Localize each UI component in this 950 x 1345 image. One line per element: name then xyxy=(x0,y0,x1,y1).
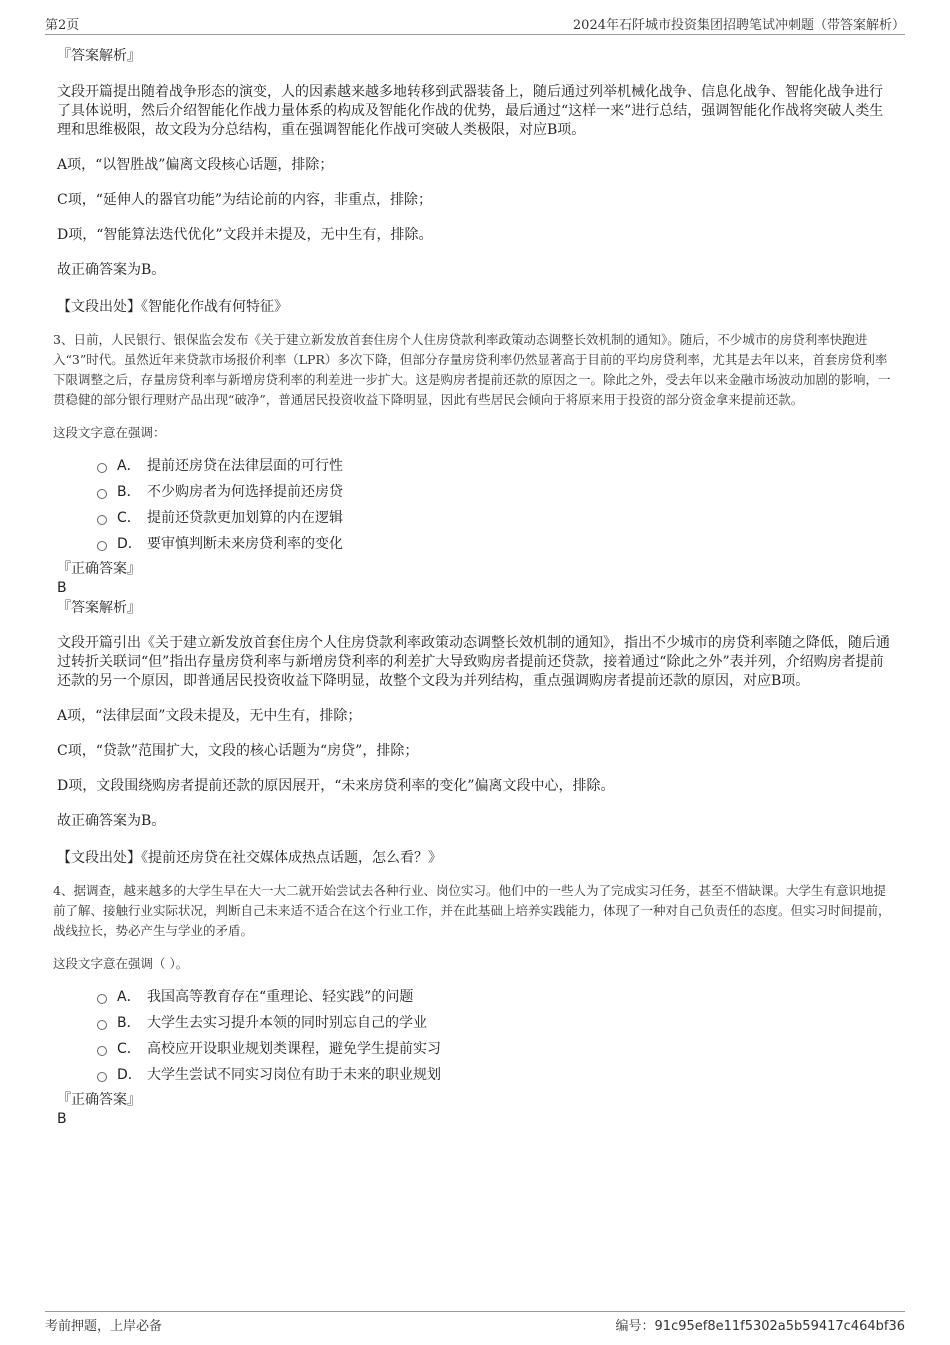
q3-answer: B xyxy=(57,580,67,596)
q3-option-b[interactable]: B． 不少购房者为何选择提前还房贷 xyxy=(97,478,895,504)
q2-analysis-body: 文段开篇提出随着战争形态的演变，人的因素越来越多地转移到武器装备上，随后通过列举机械化战争、信息化战争、智能化战争进行了具体说明，然后介绍智能化作战力量体系的构成及智能化作战的优势，最后通过“这样一来”进行总结，强调智能化作战将突破人类生理和思维极限，故文段为分总结构，重在强调智能化作战可突破人类极限，对应B项。 xyxy=(57,84,884,138)
q2-analysis-a: A项，“以智胜战”偏离文段核心话题，排除； xyxy=(57,157,334,173)
q4-option-a[interactable]: A． 我国高等教育存在“重理论、轻实践”的问题 xyxy=(97,983,895,1009)
radio-icon[interactable] xyxy=(97,1020,107,1030)
page-header xyxy=(45,12,905,35)
radio-icon[interactable] xyxy=(97,1046,107,1056)
q4-answer: B xyxy=(57,1111,67,1127)
q3-analysis-a: A项，“法律层面”文段未提及，无中生有，排除； xyxy=(57,708,362,724)
page-number: 第2页 xyxy=(45,18,80,33)
q3-analysis-body: 文段开篇引出《关于建立新发放首套住房个人住房贷款利率政策动态调整长效机制的通知》，指出不少城市的房贷利率随之降低，随后通过转折关联词“但”指出存量房贷利率与新增房贷利率的利差扩大导致购房者提前还贷款，接着通过“除此之外”表并列，介绍购房者提前还款的另一个原因，即普通居民投资收益下降明显，故整个文段为并列结构，重点强调购房者提前还款的原因，对应B项。 xyxy=(57,635,890,689)
q3-stem: 3、日前，人民银行、银保监会发布《关于建立新发放首套住房个人住房贷款利率政策动态调整长效机制的通知》。随后，不少城市的房贷利率快跑进入“3”时代。虽然近年来贷款市场报价利率（LPR）多次下降，但部分存量房贷利率仍然显著高于目前的平均房贷利率，尤其是去年以来，首套房贷利率下限调整之后，存量房贷利率与新增房贷利率的利差进一步扩大。这是购房者提前还款的原因之一。除此之外，受去年以来金融市场波动加剧的影响，一贯稳健的部分银行理财产品出现“破净”，普通居民投资收益下降明显，因此有些居民会倾向于将原来用于投资的部分资金拿来提前还款。 xyxy=(53,332,891,407)
q3-analysis-d: D项，文段围绕购房者提前还款的原因展开，“未来房贷利率的变化”偏离文段中心，排除。 xyxy=(57,778,615,794)
q4-prompt: 这段文字意在强调（ ）。 xyxy=(53,956,189,971)
q2-analysis-title: 『答案解析』 xyxy=(57,48,141,64)
radio-icon[interactable] xyxy=(97,463,107,473)
page-content xyxy=(53,45,895,1129)
q4-option-d[interactable]: D． 大学生尝试不同实习岗位有助于未来的职业规划 xyxy=(97,1061,895,1087)
q3-answer-title: 『正确答案』 xyxy=(57,561,141,577)
q3-conclusion: 故正确答案为B。 xyxy=(57,813,166,829)
q2-analysis-d: D项，“智能算法迭代优化”文段并未提及，无中生有，排除。 xyxy=(57,227,433,243)
q2-analysis-c: C项，“延伸人的器官功能”为结论前的内容，非重点，排除； xyxy=(57,192,433,208)
radio-icon[interactable] xyxy=(97,489,107,499)
q3-analysis-title: 『答案解析』 xyxy=(57,600,141,616)
document-title: 2024年石阡城市投资集团招聘笔试冲刺题（带答案解析） xyxy=(572,18,905,33)
radio-icon[interactable] xyxy=(97,1072,107,1082)
q4-option-b[interactable]: B． 大学生去实习提升本领的同时别忘自己的学业 xyxy=(97,1009,895,1035)
q3-source: 【文段出处】《提前还房贷在社交媒体成热点话题，怎么看？》 xyxy=(57,850,442,866)
radio-icon[interactable] xyxy=(97,994,107,1004)
q3-options xyxy=(57,452,895,556)
q3-prompt: 这段文字意在强调： xyxy=(53,425,166,440)
radio-icon[interactable] xyxy=(97,515,107,525)
document-code: 编号：91c95ef8e11f5302a5b59417c464bf36 xyxy=(615,1319,905,1334)
q4-option-c[interactable]: C． 高校应开设职业规划类课程，避免学生提前实习 xyxy=(97,1035,895,1061)
radio-icon[interactable] xyxy=(97,541,107,551)
q4-options xyxy=(57,983,895,1087)
page-footer xyxy=(45,1311,905,1334)
footer-slogan: 考前押题，上岸必备 xyxy=(45,1319,163,1334)
q3-option-d[interactable]: D． 要审慎判断未来房贷利率的变化 xyxy=(97,530,895,556)
q3-option-c[interactable]: C． 提前还贷款更加划算的内在逻辑 xyxy=(97,504,895,530)
q4-answer-title: 『正确答案』 xyxy=(57,1092,141,1108)
q2-source: 【文段出处】《智能化作战有何特征》 xyxy=(57,299,288,315)
q3-option-a[interactable]: A． 提前还房贷在法律层面的可行性 xyxy=(97,452,895,478)
q3-analysis-c: C项，“贷款”范围扩大，文段的核心话题为“房贷”，排除； xyxy=(57,743,419,759)
q2-conclusion: 故正确答案为B。 xyxy=(57,262,166,278)
q4-stem: 4、据调查，越来越多的大学生早在大一大二就开始尝试去各种行业、岗位实习。他们中的一些人为了完成实习任务，甚至不惜缺课。大学生有意识地提前了解、接触行业实际状况，判断自己未来适不适合在这个行业工作，并在此基础上培养实践能力，体现了一种对自己负责任的态度。但实习时间提前，战线拉长，势必产生与学业的矛盾。 xyxy=(53,883,891,938)
